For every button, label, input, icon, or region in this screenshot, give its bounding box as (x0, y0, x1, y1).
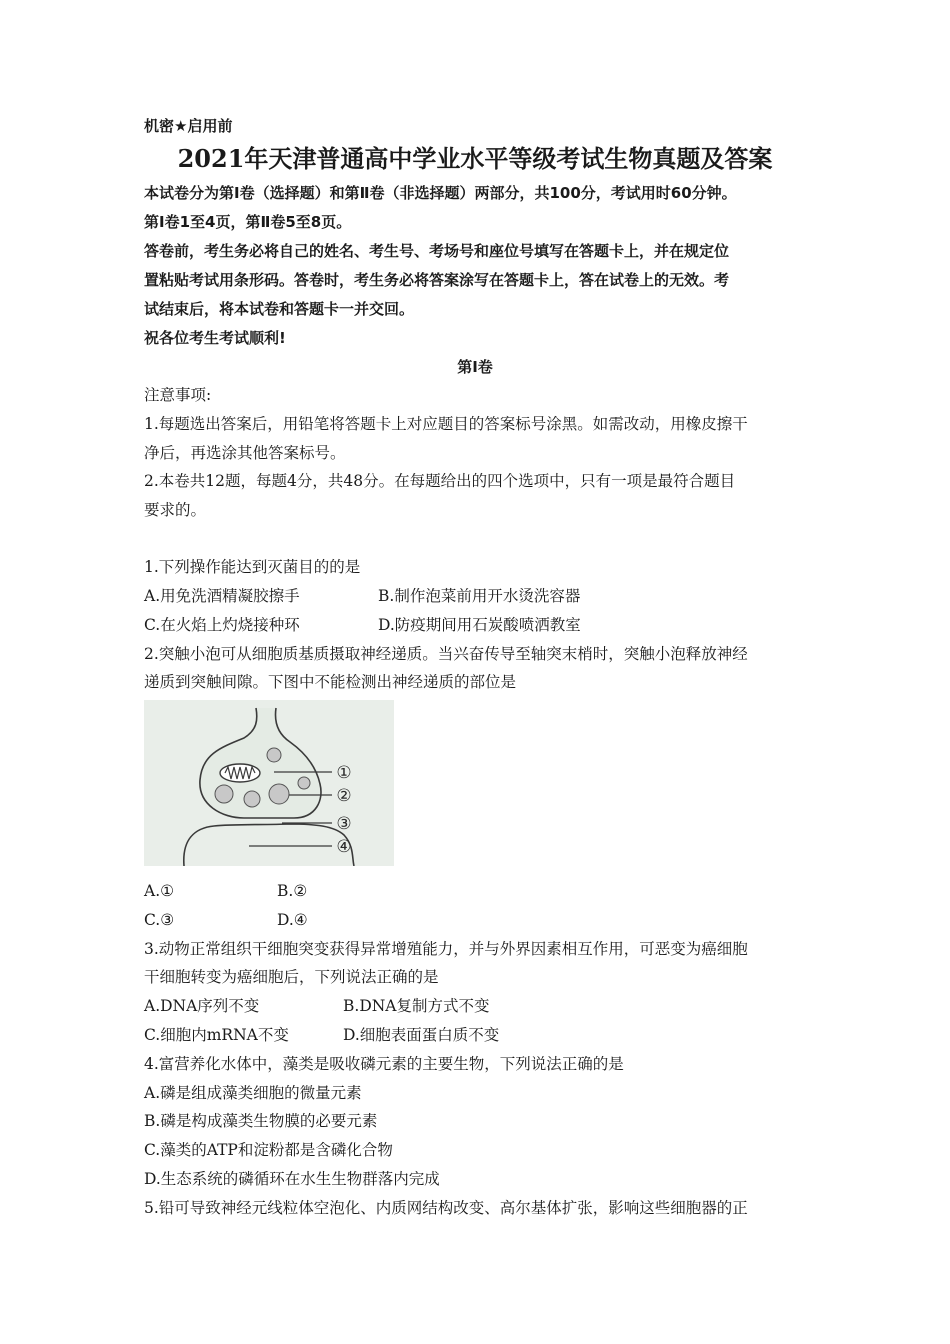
synaptic-vesicle (269, 784, 289, 804)
q1-option-b: B.制作泡菜前用开水烫洗容器 (378, 587, 581, 605)
section-title: 第Ⅰ卷 (457, 358, 493, 376)
synapse-diagram (144, 700, 394, 866)
diagram-label-2: ② (336, 786, 352, 806)
q2-option-b: B.② (277, 882, 308, 900)
intro-line: 试结束后，将本试卷和答题卡一并交回。 (144, 300, 415, 318)
q1-option-d: D.防疫期间用石炭酸喷洒教室 (378, 616, 581, 634)
diagram-label-4: ④ (336, 837, 352, 857)
synapse-svg (144, 700, 394, 866)
diagram-label-3: ③ (336, 814, 352, 834)
question-4-stem: 4.富营养化水体中，藻类是吸收磷元素的主要生物，下列说法正确的是 (144, 1055, 624, 1073)
q1-option-a: A.用免洗酒精凝胶擦手 (144, 587, 300, 605)
question-5-stem: 5.铅可导致神经元线粒体空泡化、内质网结构改变、高尔基体扩张，影响这些细胞器的正 (144, 1199, 748, 1217)
notes-heading: 注意事项: (144, 386, 212, 404)
page-title: 2021年天津普通高中学业水平等级考试生物真题及答案 (177, 144, 773, 173)
note-line: 1.每题选出答案后，用铅笔将答题卡上对应题目的答案标号涂黑。如需改动，用橡皮擦干 (144, 415, 748, 433)
q4-option-b: B.磷是构成藻类生物膜的必要元素 (144, 1112, 378, 1130)
synaptic-vesicle (298, 777, 310, 789)
question-2-stem: 递质到突触间隙。下图中不能检测出神经递质的部位是 (144, 673, 517, 691)
note-line: 要求的。 (144, 501, 207, 519)
intro-line: 答卷前，考生务必将自己的姓名、考生号、考场号和座位号填写在答题卡上，并在规定位 (144, 242, 730, 260)
confidential-mark: 机密★启用前 (144, 117, 233, 135)
diagram-label-1: ① (336, 763, 352, 783)
good-luck-line: 祝各位考生考试顺利! (144, 329, 286, 347)
synaptic-vesicle (244, 791, 260, 807)
q3-option-b: B.DNA复制方式不变 (343, 997, 490, 1015)
q2-option-d: D.④ (277, 911, 308, 929)
q4-option-d: D.生态系统的磷循环在水生生物群落内完成 (144, 1170, 440, 1188)
intro-line: 第Ⅰ卷1至4页，第Ⅱ卷5至8页。 (144, 213, 352, 231)
question-1-stem: 1.下列操作能达到灭菌目的的是 (144, 558, 361, 576)
question-2-stem: 2.突触小泡可从细胞质基质摄取神经递质。当兴奋传导至轴突末梢时，突触小泡释放神经 (144, 645, 748, 663)
q2-option-c: C.③ (144, 911, 175, 929)
q2-option-a: A.① (144, 882, 175, 900)
note-line: 净后，再选涂其他答案标号。 (144, 444, 346, 462)
q4-option-c: C.藻类的ATP和淀粉都是含磷化合物 (144, 1141, 393, 1159)
q1-option-c: C.在火焰上灼烧接种环 (144, 616, 300, 634)
intro-line: 置粘贴考试用条形码。答卷时，考生务必将答案涂写在答题卡上，答在试卷上的无效。考 (144, 271, 730, 289)
mitochondrion (220, 764, 260, 782)
note-line: 2.本卷共12题，每题4分，共48分。在每题给出的四个选项中，只有一项是最符合题目 (144, 472, 736, 490)
q3-option-c: C.细胞内mRNA不变 (144, 1026, 289, 1044)
synaptic-vesicle (215, 785, 233, 803)
q3-option-d: D.细胞表面蛋白质不变 (343, 1026, 500, 1044)
question-3-stem: 干细胞转变为癌细胞后，下列说法正确的是 (144, 968, 439, 986)
q3-option-a: A.DNA序列不变 (144, 997, 260, 1015)
question-3-stem: 3.动物正常组织干细胞突变获得异常增殖能力，并与外界因素相互作用，可恶变为癌细胞 (144, 940, 748, 958)
synaptic-vesicle (267, 748, 281, 762)
q4-option-a: A.磷是组成藻类细胞的微量元素 (144, 1084, 362, 1102)
intro-line: 本试卷分为第Ⅰ卷（选择题）和第Ⅱ卷（非选择题）两部分，共100分，考试用时60分钟。 (144, 184, 737, 202)
